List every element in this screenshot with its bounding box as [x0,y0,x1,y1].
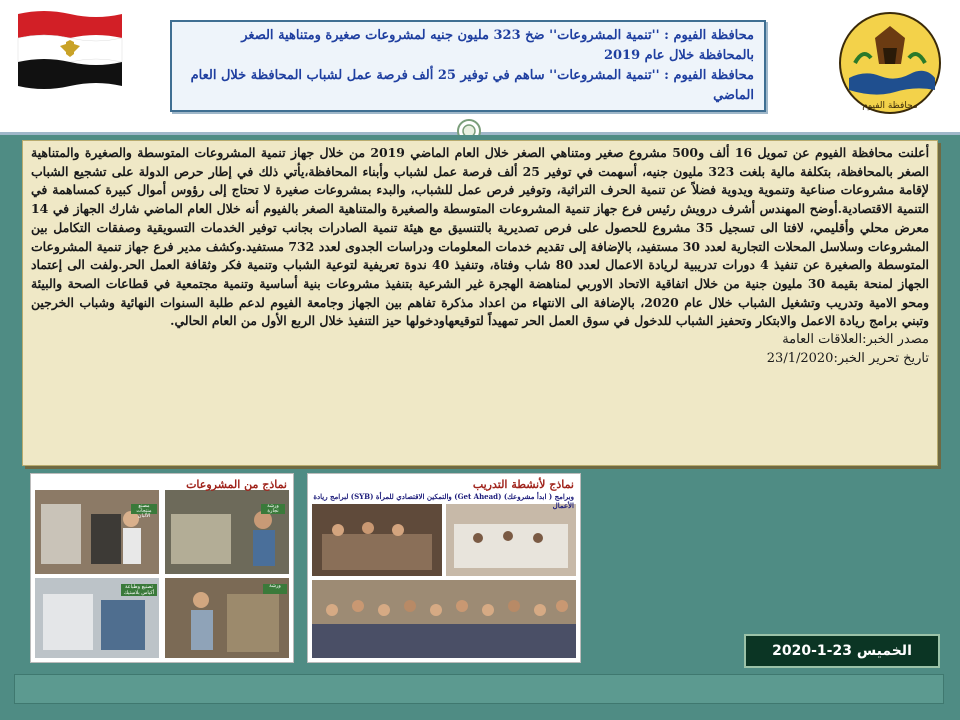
projects-photo-collage [30,473,294,663]
projects-photo-label-4: ورشة [269,583,281,589]
projects-photo-label-1: مصنع منتجات الألبان [136,503,152,519]
governorate-logo-icon [835,8,945,118]
training-photo-subtitle: وبرامج ( ابدأ مشروعك) (Get Ahead) والتمكين الاقتصادي للمرأة (SYB) لبرامج ريادة الأعمال [313,492,574,510]
bottom-bar [14,674,944,704]
article-source: مصدر الخبر:العلاقات العامة [782,332,929,348]
projects-photo-image [31,474,293,662]
headline-box [170,20,766,112]
training-photo-collage [307,473,581,663]
training-photo-title: نماذج لأنشطة التدريب [472,478,574,491]
projects-photo-label-2: ورشة نجارة [267,503,279,514]
headline-1: محافظة الفيوم : ''تنمية المشروعات'' ضخ 323 مليون جنيه لمشروعات صغيرة ومتناهية الصغر بالمحافظة خلال عام 2019 [241,28,754,63]
projects-photo-title: نماذج من المشروعات [186,478,287,491]
projects-photo-label-3: تصنيع وطباعة أكياس بلاستيك [123,584,155,596]
date-badge: الخميس 23-1-2020 [744,634,940,668]
article-card [22,140,938,466]
article-body: أعلنت محافظة الفيوم عن تمويل 16 ألف و500 مشروع صغير ومتناهي الصغر خلال العام الماضي 2019 من خلال جهاز تنمية المشروعات المتوسطة والصغيرة والمتناهية الصغر بالمحافظة، بتكلفة مالية بلغت 323 مليون جنيه، أسهمت في توفير 25 ألف فرصة عمل لشباب وأبناء المحافظة،يأتي ذلك في إطار حرص الدولة على تشجيع الشباب لإقامة مشروعات صناعية وتنموية ويدوية فضلاً عن تنمية الحرف التراثية، وتوفير فرص عمل للشباب، والبدء بمشروعات صغيرة لا تحتاج إلى رؤوس أموال كبيرة كمساهمة في التنمية الاقتصادية.أوضح المهندس أشرف درويش رئيس فرع جهاز تنمية المشروعات المتوسطة والصغيرة والمتناهية الصغر بالفيوم أنه خلال العام الماضي شارك الجهاز في 14 معرض محلي وأقليمي، لافتا الى تسجيل 35 مشروع للحصول على فرص تصديرية بالتنسيق مع هيئة تنمية الصادرات بجانب توفير الخدمات التسويقية وصفقات التكامل بين المشروعات وسلاسل المحلات التجارية لعدد 30 مستفيد، بالإضافة إلى تقديم خدمات المعلومات ودراسات الجدوى لعدد 732 مستفيد.وكشف مدير فرع جهاز تنمية المشروعات المتوسطة والصغيرة عن تنفيذ 4 دورات تدريبية لريادة الاعمال لعدد 80 شاب وفتاة، وتنفيذ 40 ندوة تعريفية لتوعية الشباب وتنمية فكر وثقافة العمل الحر.ولفت الى إعتماد الجهاز لمنحة بقيمة 30 مليون جنية من خلال اتفاقية الاتحاد الاوربي لمناهضة الهجرة غير الشرعية بتنفيذ مشروعات بنية أساسية وتنمية مجتمعية في قطاعات الصحة والبيئة ومحو الامية وتدريب وتشغيل الشباب خلال عام 2020، بالإضافة الى الانتهاء من اعداد مذكرة تفاهم بين الجهاز وجامعة الفيوم لدعم طلبة السنوات النهائية وشباب الخرجين وتبني برامج ريادة الاعمل والابتكار وتحفيز الشباب للدخول في سوق العمل الحر تمهيداً لتوقيعهاودخولها حيز التنفيذ خلال الربع الأول من العام الحالي. [31,145,930,329]
egypt-flag-icon [14,8,124,90]
headline-2: محافظة الفيوم : ''تنمية المشروعات'' ساهم في توفير 25 ألف فرصة عمل لشباب المحافظة خلال العام الماضي [190,68,754,103]
article-date: تاريخ تحرير الخبر:23/1/2020 [766,350,929,366]
logo-text: محافظة الفيوم [862,101,918,111]
